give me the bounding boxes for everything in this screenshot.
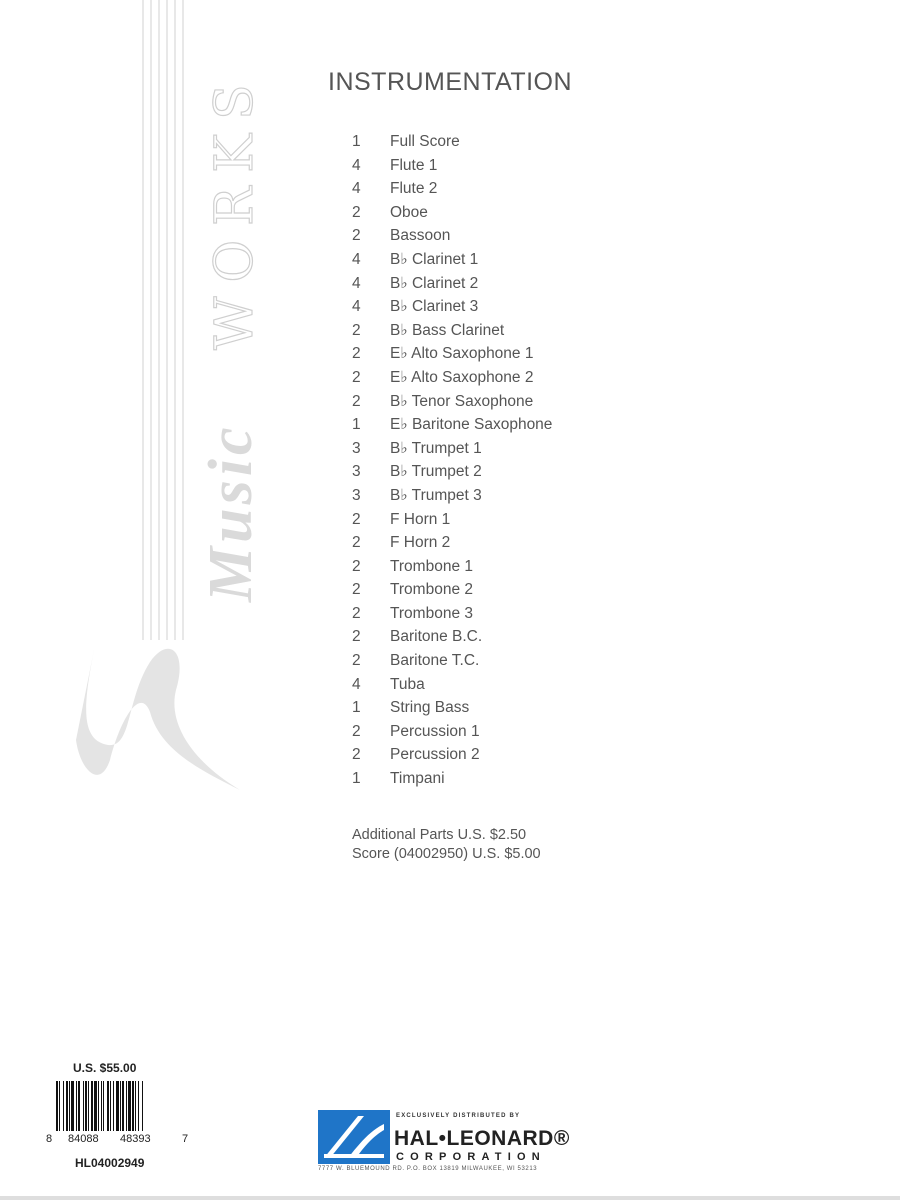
part-name: F Horn 2 — [390, 534, 451, 552]
barcode-bar — [76, 1081, 77, 1131]
part-row — [352, 696, 672, 720]
part-quantity: 4 — [352, 675, 361, 693]
additional-parts-price: Additional Parts U.S. $2.50 — [352, 827, 527, 843]
barcode-bar — [63, 1081, 64, 1131]
part-name: Flute 1 — [390, 156, 438, 174]
part-quantity: 2 — [352, 534, 361, 552]
barcode-bar — [98, 1081, 99, 1131]
barcode-bar — [78, 1081, 80, 1131]
part-row — [352, 578, 672, 602]
barcode-bar — [107, 1081, 109, 1131]
part-row — [352, 295, 672, 319]
barcode-bar — [120, 1081, 121, 1131]
part-row — [352, 248, 672, 272]
part-quantity: 2 — [352, 321, 361, 339]
part-name: Full Score — [390, 133, 460, 150]
instrumentation-list — [352, 130, 672, 791]
part-quantity: 2 — [352, 203, 361, 221]
barcode-digit-group-1: 84088 — [68, 1133, 99, 1145]
part-row — [352, 224, 672, 248]
part-name: Percussion 2 — [390, 746, 480, 764]
part-quantity: 2 — [352, 392, 361, 410]
part-row — [352, 531, 672, 555]
part-row — [352, 767, 672, 791]
part-quantity: 3 — [352, 486, 361, 504]
part-row — [352, 437, 672, 461]
barcode-bar — [59, 1081, 60, 1131]
barcode-bar — [66, 1081, 68, 1131]
publisher-corporation: CORPORATION — [396, 1151, 546, 1163]
barcode-bar — [103, 1081, 104, 1131]
part-row — [352, 555, 672, 579]
part-quantity: 2 — [352, 628, 361, 646]
part-quantity: 2 — [352, 652, 361, 670]
part-quantity: 1 — [352, 133, 361, 150]
part-name: String Bass — [390, 699, 470, 717]
logo-script-text: Music — [197, 423, 265, 602]
part-quantity: 2 — [352, 227, 361, 245]
item-code: HL04002949 — [75, 1156, 145, 1170]
barcode-bar — [122, 1081, 124, 1131]
part-quantity: 4 — [352, 250, 361, 268]
part-row — [352, 625, 672, 649]
part-name: B♭ Clarinet 3 — [390, 298, 479, 316]
part-quantity: 2 — [352, 722, 361, 740]
part-row — [352, 649, 672, 673]
part-row — [352, 272, 672, 296]
part-name: Trombone 1 — [390, 557, 473, 575]
part-quantity: 4 — [352, 274, 361, 292]
part-quantity: 2 — [352, 746, 361, 764]
part-name: Trombone 3 — [390, 604, 473, 622]
part-name: Oboe — [390, 203, 428, 221]
part-quantity: 2 — [352, 581, 361, 599]
barcode — [54, 1081, 182, 1133]
part-name: Flute 2 — [390, 180, 438, 198]
part-row — [352, 390, 672, 414]
part-row — [352, 484, 672, 508]
barcode-bar — [138, 1081, 139, 1131]
hal-leonard-logo-icon — [318, 1110, 390, 1164]
logo-serif-text: WORKS — [205, 70, 265, 350]
part-quantity: 1 — [352, 416, 361, 434]
barcode-bar — [128, 1081, 131, 1131]
part-row — [352, 201, 672, 225]
barcode-bar — [101, 1081, 102, 1131]
part-name: B♭ Clarinet 1 — [390, 250, 479, 268]
part-name: Trombone 2 — [390, 581, 473, 599]
music-works-logo — [197, 70, 265, 640]
barcode-digit-lead: 8 — [46, 1133, 53, 1145]
part-row — [352, 673, 672, 697]
part-quantity: 2 — [352, 368, 361, 386]
part-name: B♭ Tenor Saxophone — [390, 392, 534, 410]
part-quantity: 4 — [352, 298, 361, 316]
part-name: Percussion 1 — [390, 722, 480, 740]
part-row — [352, 413, 672, 437]
score-price: Score (04002950) U.S. $5.00 — [352, 846, 541, 862]
retail-price: U.S. $55.00 — [73, 1061, 137, 1075]
part-quantity: 1 — [352, 770, 361, 788]
barcode-digit-check: 7 — [182, 1133, 189, 1145]
part-name: Timpani — [390, 770, 445, 788]
part-name: B♭ Clarinet 2 — [390, 274, 479, 292]
part-name: E♭ Baritone Saxophone — [390, 416, 553, 434]
part-name: E♭ Alto Saxophone 2 — [390, 368, 534, 386]
barcode-bar — [56, 1081, 58, 1131]
barcode-bar — [126, 1081, 127, 1131]
part-quantity: 4 — [352, 180, 361, 198]
barcode-bar — [88, 1081, 89, 1131]
barcode-bar — [142, 1081, 143, 1131]
part-quantity: 1 — [352, 699, 361, 717]
part-name: B♭ Bass Clarinet — [390, 321, 505, 339]
part-quantity: 4 — [352, 156, 361, 174]
page-title: INSTRUMENTATION — [328, 68, 573, 96]
part-name: Baritone T.C. — [390, 652, 480, 670]
part-row — [352, 602, 672, 626]
part-quantity: 2 — [352, 557, 361, 575]
part-quantity: 3 — [352, 439, 361, 457]
part-row — [352, 177, 672, 201]
part-name: F Horn 1 — [390, 510, 451, 528]
part-row — [352, 508, 672, 532]
barcode-bar — [91, 1081, 93, 1131]
part-row — [352, 720, 672, 744]
part-quantity: 2 — [352, 345, 361, 363]
part-name: Tuba — [390, 675, 425, 693]
barcode-bar — [113, 1081, 114, 1131]
part-row — [352, 154, 672, 178]
part-name: Bassoon — [390, 227, 451, 245]
part-row — [352, 366, 672, 390]
part-quantity: 3 — [352, 463, 361, 481]
barcode-bar — [71, 1081, 74, 1131]
distributed-by-label: EXCLUSIVELY DISTRIBUTED BY — [396, 1113, 521, 1119]
part-row — [352, 319, 672, 343]
barcode-bar — [83, 1081, 84, 1131]
bottom-divider — [0, 1196, 900, 1200]
barcode-bar — [135, 1081, 136, 1131]
part-quantity: 2 — [352, 510, 361, 528]
part-row — [352, 460, 672, 484]
barcode-bar — [132, 1081, 134, 1131]
part-row — [352, 342, 672, 366]
publisher-address: 7777 W. BLUEMOUND RD. P.O. BOX 13819 MILWAUKEE, WI 53213 — [318, 1166, 538, 1172]
part-name: Baritone B.C. — [390, 628, 483, 646]
barcode-digit-group-2: 48393 — [120, 1133, 151, 1145]
pricing-info — [352, 826, 541, 864]
part-name: E♭ Alto Saxophone 1 — [390, 345, 534, 363]
barcode-bar — [94, 1081, 97, 1131]
part-row — [352, 130, 672, 154]
publisher-name: HAL•LEONARD® — [394, 1127, 570, 1150]
barcode-bar — [110, 1081, 111, 1131]
part-name: B♭ Trumpet 1 — [390, 439, 482, 457]
part-quantity: 2 — [352, 604, 361, 622]
logo-flourish — [76, 640, 240, 790]
barcode-bar — [85, 1081, 87, 1131]
part-row — [352, 743, 672, 767]
barcode-bar — [69, 1081, 70, 1131]
part-name: B♭ Trumpet 2 — [390, 463, 482, 481]
barcode-bar — [116, 1081, 119, 1131]
part-name: B♭ Trumpet 3 — [390, 486, 482, 504]
